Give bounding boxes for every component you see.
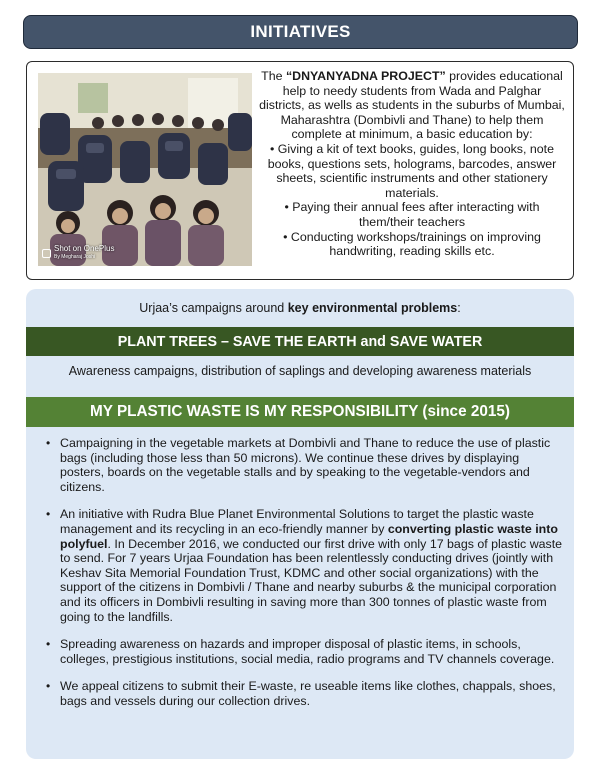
list-item <box>46 679 566 708</box>
bullet-marker: • <box>46 436 51 450</box>
project-intro-post: provides educational help to needy students from Wada and Palghar districts, as wells as students in the suburbs of Mumbai, Maharashtra (Dombivli and Thane) to help them complete at minimum, a basic education by: <box>259 69 565 142</box>
bullet-marker: • <box>46 637 51 652</box>
project-item-kit: • Giving a kit of text books, guides, long books, note books, questions sets, holograms, barcodes, answer sheets, scientific instruments and other stationery materials. <box>267 141 557 200</box>
watermark-subtext: By Megharaj Joshi <box>54 254 96 260</box>
bullet-text-ewaste: We appeal citizens to submit their E-waste, re useable items like clothes, chappals, shoes, bags and vessels during our collection drives. <box>60 679 556 708</box>
bullet-text-awareness: Spreading awareness on hazards and improper disposal of plastic items, in schools, colleges, prestigious institutions, social media, radio programs and TV channels coverage. <box>60 637 555 666</box>
project-intro-pre: The <box>261 69 286 83</box>
campaigns-intro <box>26 301 574 315</box>
list-item <box>46 637 566 666</box>
campaigns-intro-bold: key environmental problems <box>287 301 458 315</box>
bullet-marker: • <box>46 679 51 694</box>
plastic-waste-title: MY PLASTIC WASTE IS MY RESPONSIBILITY (since 2015) <box>90 403 510 420</box>
list-item <box>46 436 566 494</box>
plant-trees-heading <box>26 327 574 356</box>
page-title: INITIATIVES <box>250 22 351 41</box>
polyfuel-post: . In December 2016, we conducted our first drive with only 17 bags of plastic waste to send. For 7 years Urjaa Foundation has been relentlessly conducting drives (jointly with Keshav Sita Memorial Foundation Trust, KDMC and other social organizations) with the support of the citizens in Dombivli / Thane and nearby suburbs & the municipal corporation and its officers in Dombivli resulting in saving more than 300 tonnes of plastic waste from going to the landfills. <box>60 536 563 624</box>
students-photo-illustration <box>38 73 252 266</box>
plant-trees-description: Awareness campaigns, distribution of saplings and developing awareness materials <box>68 364 532 378</box>
plant-trees-title: PLANT TREES – SAVE THE EARTH and SAVE WATER <box>117 333 483 350</box>
project-item-fees: • Paying their annual fees after interacting with them/their teachers <box>284 200 540 229</box>
bullet-marker: • <box>46 507 51 522</box>
camera-icon <box>42 249 51 258</box>
campaigns-intro-pre: Urjaa’s campaigns around <box>139 301 288 315</box>
list-item <box>46 507 566 624</box>
environment-campaigns-panel <box>26 289 574 759</box>
dnyanyadna-project-card <box>26 61 574 280</box>
plastic-waste-heading <box>26 397 574 427</box>
bullet-text-markets: Campaigning in the vegetable markets at Dombivli and Thane to reduce the use of plastic bags (including those less than 50 microns). We continue these drives by displaying posters, boards on the vegetable stalls and by speaking to the vegetable-vendors and citizens. <box>60 436 551 494</box>
plastic-waste-bullets <box>46 436 566 722</box>
project-name: “DNYANYADNA PROJECT” <box>285 69 446 83</box>
bullet-text-polyfuel <box>60 507 566 624</box>
photo-watermark <box>42 244 114 262</box>
watermark-text: Shot on OnePlus <box>54 244 115 253</box>
campaigns-intro-post: : <box>457 301 461 315</box>
students-photo <box>38 73 252 266</box>
polyfuel-bold: converting plastic waste into polyfuel <box>60 521 558 551</box>
project-description <box>259 69 565 259</box>
page-header <box>23 15 578 49</box>
polyfuel-pre: An initiative with Rudra Blue Planet Environmental Solutions to target the plastic waste management and its recycling in an eco-friendly manner by <box>60 507 534 536</box>
project-item-workshops: • Conducting workshops/trainings on improving handwriting, reading skills etc. <box>283 229 541 259</box>
